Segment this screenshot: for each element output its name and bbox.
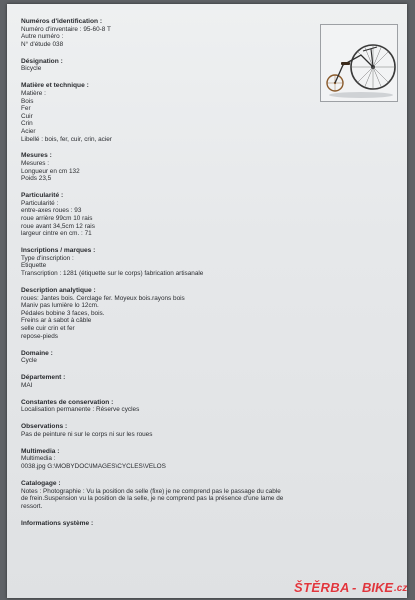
- section: [21, 350, 391, 365]
- section-title: Description analytique :: [21, 286, 96, 294]
- section-title: Multimedia :: [21, 447, 60, 455]
- section-line: roue avant 34,5cm 12 rais: [21, 222, 95, 230]
- section: [21, 374, 391, 389]
- section-line: roue arrière 99cm 10 rais: [21, 215, 93, 223]
- bicycle-photo: [320, 24, 398, 102]
- bicycle-illustration: [321, 25, 397, 101]
- section-line: largeur cintre en cm. : 71: [21, 230, 92, 238]
- section-line: N° d'étude 038: [21, 40, 64, 48]
- section-line: selle cuir crin et fer: [21, 324, 75, 332]
- section-title: Observations :: [21, 423, 68, 431]
- section: [21, 480, 391, 510]
- section-line: Crin: [21, 120, 33, 128]
- section-line: Pas de peinture ni sur le corps ni sur les roues: [21, 430, 153, 438]
- section-line: Poids 23,5: [21, 175, 52, 183]
- section-title: Numéros d'identification :: [21, 18, 103, 25]
- section-line: Multimedia :: [21, 455, 56, 463]
- section-title: Désignation :: [21, 57, 63, 65]
- section-line: roues: Jantes bois. Cerclage fer. Moyeux bois.rayons bois: [21, 294, 185, 302]
- watermark-bike: BIKE: [362, 580, 394, 595]
- section-line: repose-pieds: [21, 332, 58, 340]
- section-title: Mesures :: [21, 152, 52, 160]
- section-line: Autre numéro :: [21, 33, 64, 41]
- section-line: Fer: [21, 105, 31, 113]
- section-title: Domaine :: [21, 349, 53, 357]
- section: [21, 520, 391, 528]
- section-line: Etiquette: [21, 262, 47, 270]
- section-title: Département :: [21, 374, 66, 382]
- section-line: 0038.jpg G:\MOBYDOC\IMAGES\CYCLES\VELOS: [21, 463, 166, 471]
- document-page: [7, 4, 407, 598]
- section: [21, 423, 391, 438]
- section: [21, 448, 391, 471]
- watermark-dash: -: [352, 580, 357, 595]
- section-line: Localisation permanente : Réserve cycles: [21, 406, 140, 414]
- section-line: Freins ar à sabot à câble: [21, 317, 92, 325]
- watermark-tld: .cz: [394, 583, 407, 594]
- section: [21, 287, 391, 340]
- section-line: Type d'inscription :: [21, 254, 74, 262]
- section-title: Inscriptions / marques :: [21, 247, 96, 255]
- section-line: Bois: [21, 97, 34, 105]
- section-line: Longueur en cm 132: [21, 167, 80, 175]
- section-line: Bicycle: [21, 65, 42, 73]
- section-line: MAI: [21, 381, 33, 389]
- section-title: Constantes de conservation :: [21, 398, 114, 406]
- section-line: Mesures :: [21, 160, 50, 168]
- section-title: Particularité :: [21, 192, 64, 200]
- section-line: Matière :: [21, 89, 46, 97]
- section-title: Matière et technique :: [21, 82, 89, 90]
- sterba-bike-watermark: [294, 580, 407, 598]
- section-line: Notes : Photographie : Vu la position de selle (fixe) je ne comprend pas le passage du cable: [21, 487, 281, 495]
- section-line: Acier: [21, 127, 36, 135]
- section-title: Catalogage :: [21, 480, 61, 487]
- section-line: Pédales bobine 3 faces, bois.: [21, 309, 105, 317]
- section-line: Libellé : bois, fer, cuir, crin, acier: [21, 135, 112, 143]
- section: [21, 192, 391, 238]
- section: [21, 399, 391, 414]
- section-line: Transcription : 1281 (étiquette sur le corps) fabrication artisanale: [21, 269, 204, 277]
- section-line: Cuir: [21, 112, 33, 120]
- section-line: ressort.: [21, 502, 43, 510]
- section-line: Maniv pas lumière lo 12cm.: [21, 302, 99, 310]
- section-line: Particularité :: [21, 199, 59, 207]
- section-title: Informations système :: [21, 519, 94, 527]
- section-line: Cycle: [21, 357, 37, 365]
- section: [21, 247, 391, 277]
- section-line: de frein.Suspension vu la position de la selle, je ne comprend pas la présence d'une lame de: [21, 495, 284, 503]
- watermark-main: ŠTĚRBA: [294, 580, 350, 595]
- section: [21, 152, 391, 182]
- section-line: entre-axes roues : 93: [21, 207, 82, 215]
- section-line: Numéro d'inventaire : 95-60-8 T: [21, 25, 111, 33]
